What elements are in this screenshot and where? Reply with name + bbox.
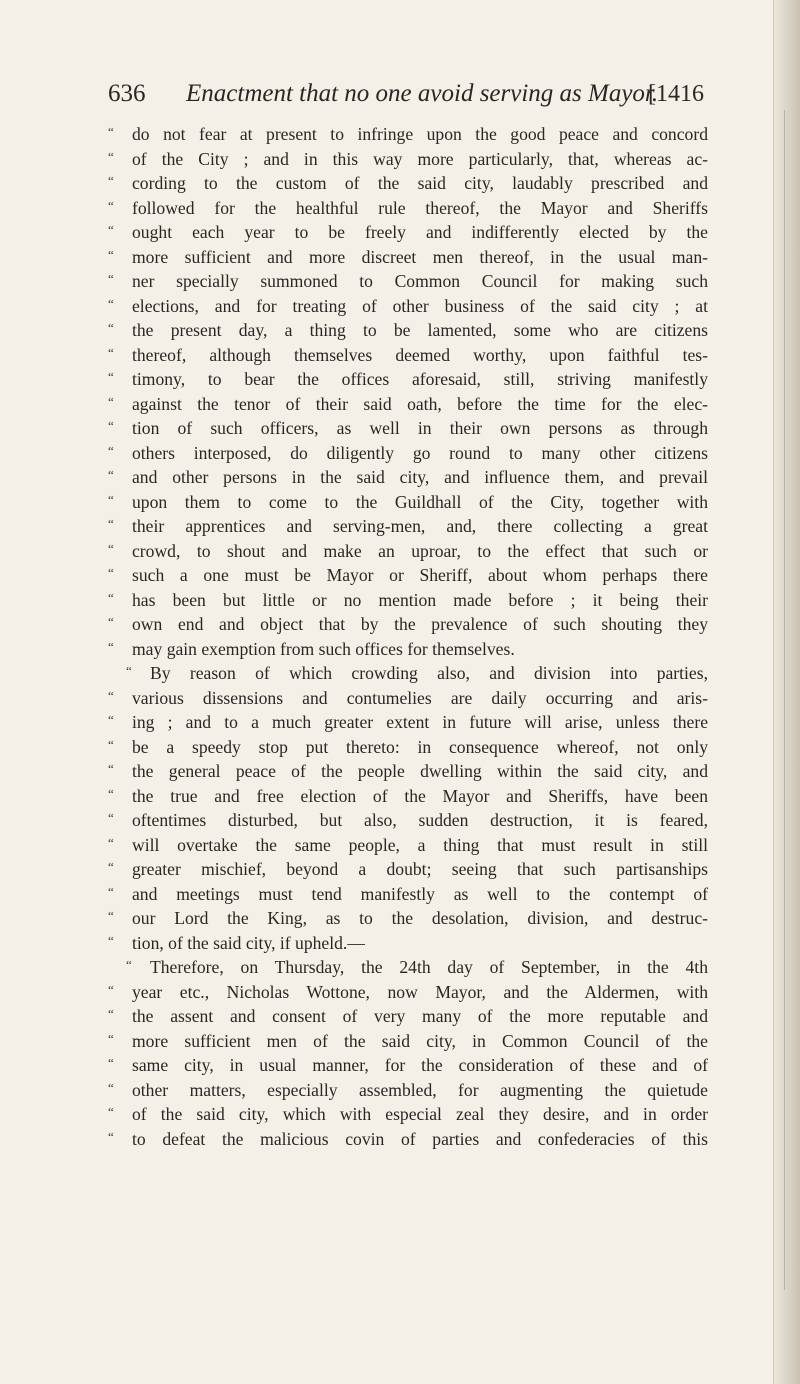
line-text: oftentimes disturbed, but also, sudden destruction, it is feared, — [132, 810, 708, 830]
quote-mark: “ — [108, 148, 114, 164]
text-line — [108, 367, 708, 392]
line-text: do not fear at present to infringe upon the good peace and concord — [132, 124, 708, 144]
text-line — [108, 539, 708, 564]
line-text: cording to the custom of the said city, laudably prescribed and — [132, 173, 708, 193]
running-head — [108, 78, 708, 110]
text-line — [108, 514, 708, 539]
quote-mark: “ — [108, 540, 114, 556]
quote-mark: “ — [108, 295, 114, 311]
text-line — [108, 1053, 708, 1078]
text-line — [108, 906, 708, 931]
line-text: has been but little or no mention made before ; it being their — [132, 589, 708, 610]
text-line — [108, 343, 708, 368]
line-text: will overtake the same people, a thing that must result in still — [132, 834, 708, 855]
text-line — [108, 1029, 708, 1054]
quote-mark: “ — [108, 393, 114, 409]
line-text: ought each year to be freely and indifferently elected by the — [132, 222, 708, 242]
quote-mark: “ — [108, 761, 114, 776]
text-line — [108, 955, 708, 980]
line-text: ing ; and to a much greater extent in future will arise, unless there — [132, 712, 708, 732]
text-line — [108, 490, 708, 515]
text-line — [108, 1004, 708, 1029]
line-text: other matters, especially assembled, for augmenting the quietude — [132, 1079, 708, 1100]
line-text: same city, in usual manner, for the consideration of these and of — [132, 1055, 708, 1075]
text-line — [108, 686, 708, 711]
quote-mark: “ — [108, 344, 114, 360]
quote-mark: “ — [108, 442, 114, 458]
line-text: the true and free election of the Mayor and Sheriffs, have been — [132, 785, 708, 806]
text-line — [108, 784, 708, 809]
quote-mark: “ — [108, 320, 114, 335]
line-text: and other persons in the said city, and influence them, and prevail — [132, 467, 708, 487]
text-line — [108, 465, 708, 490]
quote-mark: “ — [126, 957, 132, 972]
quote-mark: “ — [108, 173, 114, 188]
quote-mark: “ — [108, 614, 114, 629]
text-line — [108, 245, 708, 270]
text-line — [108, 122, 708, 147]
quote-mark: “ — [108, 222, 114, 237]
running-title: Enactment that no one avoid serving as Mayor. — [186, 80, 659, 107]
line-text: ner specially summoned to Common Council for making such — [132, 271, 708, 291]
text-line — [108, 220, 708, 245]
text-line — [108, 1078, 708, 1103]
line-text: tion, of the said city, if upheld.— — [132, 932, 365, 953]
text-line — [108, 294, 708, 319]
text-line — [108, 661, 708, 686]
line-text: thereof, although themselves deemed worthy, upon faithful tes- — [132, 344, 708, 365]
quote-mark: “ — [108, 565, 114, 580]
text-line — [108, 588, 708, 613]
quote-mark: “ — [108, 369, 114, 384]
text-line — [108, 392, 708, 417]
quote-mark: “ — [126, 663, 132, 678]
text-line — [108, 735, 708, 760]
text-line — [108, 416, 708, 441]
line-text: upon them to come to the Guildhall of the City, together with — [132, 491, 708, 512]
quote-mark: “ — [108, 810, 114, 825]
text-line — [108, 1102, 708, 1127]
text-line — [108, 171, 708, 196]
text-line — [108, 931, 708, 956]
page-edge — [773, 0, 800, 1384]
line-text: crowd, to shout and make an uproar, to the effect that such or — [132, 540, 708, 561]
text-line — [108, 563, 708, 588]
line-text: greater mischief, beyond a doubt; seeing that such partisanships — [132, 859, 708, 879]
line-text: By reason of which crowding also, and division into parties, — [150, 663, 708, 683]
quote-mark: “ — [108, 908, 114, 923]
line-text: the general peace of the people dwelling within the said city, and — [132, 761, 708, 781]
line-text: our Lord the King, as to the desolation, division, and destruc- — [132, 908, 708, 928]
text-line — [108, 882, 708, 907]
line-text: year etc., Nicholas Wottone, now Mayor, and the Aldermen, with — [132, 981, 708, 1002]
page-number: 636 — [108, 80, 146, 107]
text-line — [108, 759, 708, 784]
line-text: the assent and consent of very many of the more reputable and — [132, 1006, 708, 1026]
quote-mark: “ — [108, 883, 114, 899]
quote-mark: “ — [108, 418, 114, 433]
quote-mark: “ — [108, 1128, 114, 1144]
line-text: others interposed, do diligently go round to many other citizens — [132, 442, 708, 463]
text-line — [108, 147, 708, 172]
text-line — [108, 1127, 708, 1152]
quote-mark: “ — [108, 1079, 114, 1095]
line-text: of the said city, which with especial zeal they desire, and in order — [132, 1104, 708, 1124]
text-line — [108, 710, 708, 735]
text-line — [108, 637, 708, 662]
quote-mark: “ — [108, 491, 114, 507]
text-line — [108, 980, 708, 1005]
line-text: various dissensions and contumelies are daily occurring and aris- — [132, 687, 708, 708]
line-text: against the tenor of their said oath, before the time for the elec- — [132, 393, 708, 414]
quote-mark: “ — [108, 981, 114, 997]
line-text: may gain exemption from such offices for themselves. — [132, 638, 515, 659]
text-line — [108, 833, 708, 858]
quote-mark: “ — [108, 859, 114, 874]
line-text: be a speedy stop put thereto: in consequence whereof, not only — [132, 736, 708, 757]
quote-mark: “ — [108, 271, 114, 286]
quote-mark: “ — [108, 712, 114, 727]
line-text: and meetings must tend manifestly as well to the contempt of — [132, 883, 708, 904]
text-line — [108, 269, 708, 294]
quote-mark: “ — [108, 246, 114, 262]
line-text: timony, to bear the offices aforesaid, still, striving manifestly — [132, 369, 708, 389]
line-text: to defeat the malicious covin of parties and confederacies of this — [132, 1128, 708, 1149]
quote-mark: “ — [108, 736, 114, 752]
body-text — [108, 122, 708, 1151]
line-text: of the City ; and in this way more particularly, that, whereas ac- — [132, 148, 708, 169]
line-text: Therefore, on Thursday, the 24th day of September, in the 4th — [150, 957, 708, 977]
quote-mark: “ — [108, 1055, 114, 1070]
quote-mark: “ — [108, 124, 114, 139]
quote-mark: “ — [108, 589, 114, 605]
quote-mark: “ — [108, 932, 114, 948]
line-text: followed for the healthful rule thereof, the Mayor and Sheriffs — [132, 197, 708, 218]
line-text: the present day, a thing to be lamented, some who are citizens — [132, 320, 708, 340]
quote-mark: “ — [108, 1104, 114, 1119]
quote-mark: “ — [108, 516, 114, 531]
line-text: tion of such officers, as well in their own persons as through — [132, 418, 708, 438]
text-line — [108, 857, 708, 882]
text-line — [108, 612, 708, 637]
quote-mark: “ — [108, 467, 114, 482]
quote-mark: “ — [108, 638, 114, 654]
text-line — [108, 441, 708, 466]
line-text: own end and object that by the prevalence of such shouting they — [132, 614, 708, 634]
quote-mark: “ — [108, 1030, 114, 1046]
text-line — [108, 318, 708, 343]
line-text: more sufficient and more discreet men thereof, in the usual man- — [132, 246, 708, 267]
quote-mark: “ — [108, 834, 114, 850]
line-text: more sufficient men of the said city, in Common Council of the — [132, 1030, 708, 1051]
running-year: [1416 — [648, 81, 704, 107]
quote-mark: “ — [108, 687, 114, 703]
text-line — [108, 808, 708, 833]
line-text: their apprentices and serving-men, and, there collecting a great — [132, 516, 708, 536]
quote-mark: “ — [108, 197, 114, 213]
line-text: elections, and for treating of other business of the said city ; at — [132, 295, 708, 316]
quote-mark: “ — [108, 785, 114, 801]
quote-mark: “ — [108, 1006, 114, 1021]
line-text: such a one must be Mayor or Sheriff, about whom perhaps there — [132, 565, 708, 585]
text-line — [108, 196, 708, 221]
